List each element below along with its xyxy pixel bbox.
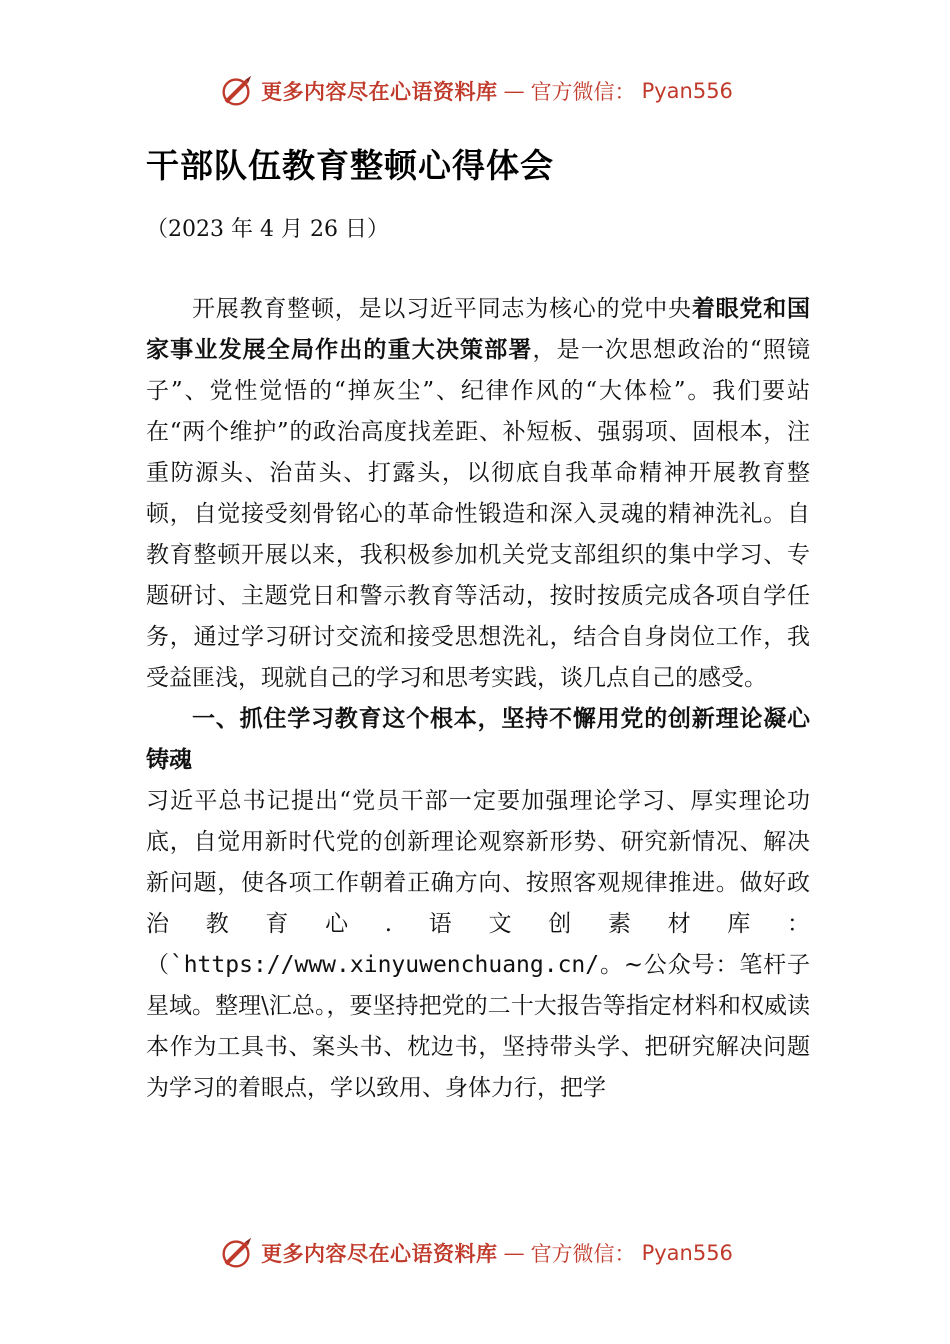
header-watermark	[0, 72, 950, 110]
page-title: 干部队伍教育整顿心得体会	[146, 146, 554, 185]
intro-rest: ，是一次思想政治的“照镜子”、党性觉悟的“掸灰尘”、纪律作风的“大体检”。我们要站在“两个维护”的政治高度找差距、补短板、强弱项、固根本，注重防源头、治苗头、打露头，以彻底自我革命精神开展教育整顿，自觉接受刻骨铭心的革命性锻造和深入灵魂的精神洗礼。自教育整顿开展以来，我积极参加机关党支部组织的集中学习、专题研讨、主题党日和警示教育等活动，按时按质完成各项自学任务，通过学习研讨交流和接受思想洗礼，结合自身岗位工作，我受益匪浅，现就自己的学习和思考实践，谈几点自己的感受。	[146, 337, 810, 691]
footer-watermark	[0, 1234, 950, 1272]
section-heading-1: 一、抓住学习教育这个根本，坚持不懈用党的创新理论凝心铸魂	[146, 706, 810, 773]
intro-emphasis: 着眼党和国家事业发展全局作出的重大决策部署	[146, 296, 811, 363]
intro-lead: 开展教育整顿，是以习近平同志为核心的党中央	[192, 296, 692, 322]
paragraph-theory	[146, 781, 810, 1109]
pen-logo-icon	[217, 72, 255, 110]
document-date: （2023 年 4 月 26 日）	[146, 217, 389, 242]
watermark-brand: 更多内容尽在心语资料库	[261, 1241, 498, 1266]
watermark-brand: 更多内容尽在心语资料库	[261, 79, 498, 104]
paragraph-intro	[146, 289, 810, 699]
watermark-dash: —	[503, 79, 525, 103]
source-url: `https://www.xinyuwenchuang.cn/	[169, 952, 600, 978]
document-body	[146, 289, 810, 1109]
watermark-wechat-id: Pyan556	[641, 1241, 733, 1265]
watermark-dash: —	[503, 1241, 525, 1265]
theory-part2: 。~公众号：笔杆子星域。整理\汇总。，要坚持把党的二十大报告等指定材料和权威读本作为工具书、案头书、枕边书，坚持带头学、把研究解决问题为学习的着眼点，学以致用、身体力行，把学	[146, 952, 811, 1101]
watermark-wechat-label: 官方微信：	[530, 80, 636, 104]
watermark-wechat-id: Pyan556	[641, 79, 733, 103]
theory-part1: 习近平总书记提出“党员干部一定要加强理论学习、厚实理论功底，自觉用新时代党的创新理论观察新形势、研究新情况、解决新问题，使各项工作朝着正确方向、按照客观规律推进。做好政治教育心.语文创素材库：（	[146, 788, 810, 978]
pen-logo-icon	[217, 1234, 255, 1272]
watermark-wechat-label: 官方微信：	[530, 1242, 636, 1266]
